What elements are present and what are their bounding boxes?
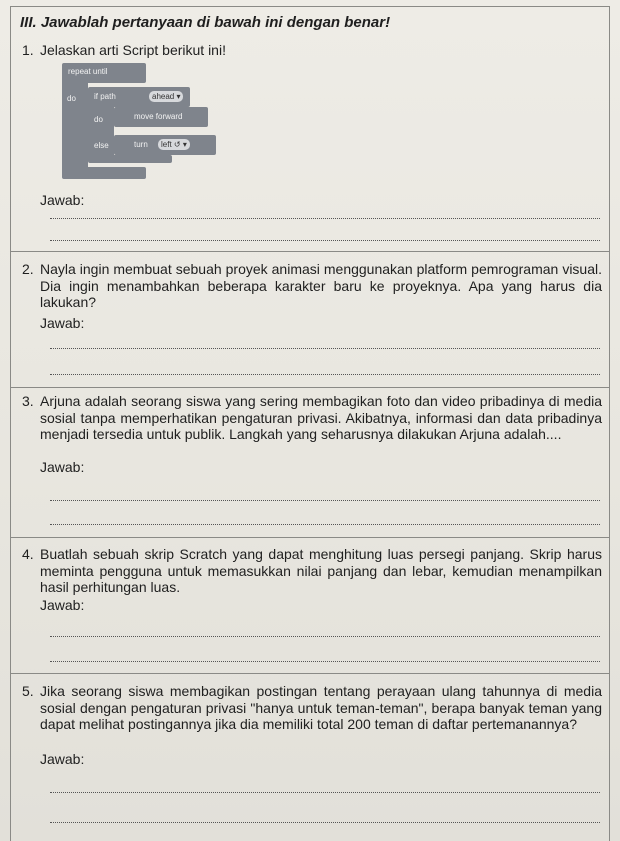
question-4 — [22, 546, 602, 596]
answer-line[interactable] — [50, 348, 600, 349]
if-path-block: if path — [88, 87, 190, 107]
question-text: Nayla ingin membuat sebuah proyek animasi menggunakan platform pemrograman visual. Dia ingin menambahkan beberapa karakter baru ke proyeknya. Apa yang harus dia lakukan? — [40, 261, 602, 310]
question-3 — [22, 393, 602, 443]
question-2 — [22, 261, 602, 311]
if-block-footer — [88, 155, 172, 163]
do-label: do — [67, 94, 76, 103]
question-text: Buatlah sebuah skrip Scratch yang dapat menghitung luas persegi panjang. Skrip harus meminta pengguna untuk memasukkan nilai panjang dan lebar, kemudian menampilkan hasil perhitungan luas. — [40, 546, 602, 595]
move-forward-block: move forward — [114, 107, 208, 127]
answer-line[interactable] — [50, 822, 600, 823]
question-text: Arjuna adalah seorang siswa yang sering membagikan foto dan video pribadinya di media sosial tanpa memperhatikan pengaturan privasi. Akibatnya, informasi dan data pribadinya menjadi tersedia untuk publik. Langkah yang seharusnya dilakukan Arjuna adalah.... — [40, 393, 602, 442]
divider-3 — [10, 537, 610, 538]
left-dropdown: left ↺ ▾ — [158, 139, 190, 150]
question-number: 3. — [22, 393, 34, 409]
question-number: 2. — [22, 261, 34, 277]
question-number: 4. — [22, 546, 34, 562]
answer-line[interactable] — [50, 374, 600, 375]
question-number: 1. — [22, 42, 34, 58]
divider-2 — [10, 387, 610, 388]
answer-line[interactable] — [50, 524, 600, 525]
question-number: 5. — [22, 683, 34, 699]
repeat-until-block: repeat until — [62, 63, 146, 83]
question-text: Jelaskan arti Script berikut ini! — [40, 42, 226, 58]
answer-line[interactable] — [50, 218, 600, 219]
answer-label-1: Jawab: — [40, 192, 85, 208]
scratch-script-image — [62, 63, 222, 183]
question-text: Jika seorang siswa membagikan postingan tentang perayaan ulang tahunnya di media sosial dengan pengaturan privasi "hanya untuk teman-teman", berapa banyak teman yang dapat melihat postingannya jika dia memiliki total 200 teman di daftar pertemanannya? — [40, 683, 602, 732]
do-label-inner: do — [94, 115, 103, 124]
question-1 — [22, 42, 602, 59]
frame-right-border — [609, 6, 610, 841]
frame-left-border — [10, 6, 11, 841]
frame-top-border — [10, 6, 610, 7]
answer-line[interactable] — [50, 661, 600, 662]
question-5 — [22, 683, 602, 733]
answer-label-5: Jawab: — [40, 751, 85, 767]
section-title: III. Jawablah pertanyaan di bawah ini dengan benar! — [20, 14, 391, 31]
ahead-dropdown: ahead ▾ — [149, 91, 183, 102]
answer-label-4: Jawab: — [40, 597, 85, 613]
answer-label-3: Jawab: — [40, 459, 85, 475]
divider-4 — [10, 673, 610, 674]
answer-label-2: Jawab: — [40, 315, 85, 331]
answer-line[interactable] — [50, 792, 600, 793]
turn-block: turn — [114, 135, 216, 155]
repeat-block-footer — [62, 167, 146, 179]
answer-line[interactable] — [50, 636, 600, 637]
else-label: else — [94, 141, 109, 150]
answer-line[interactable] — [50, 240, 600, 241]
answer-line[interactable] — [50, 500, 600, 501]
divider-1 — [10, 251, 610, 252]
